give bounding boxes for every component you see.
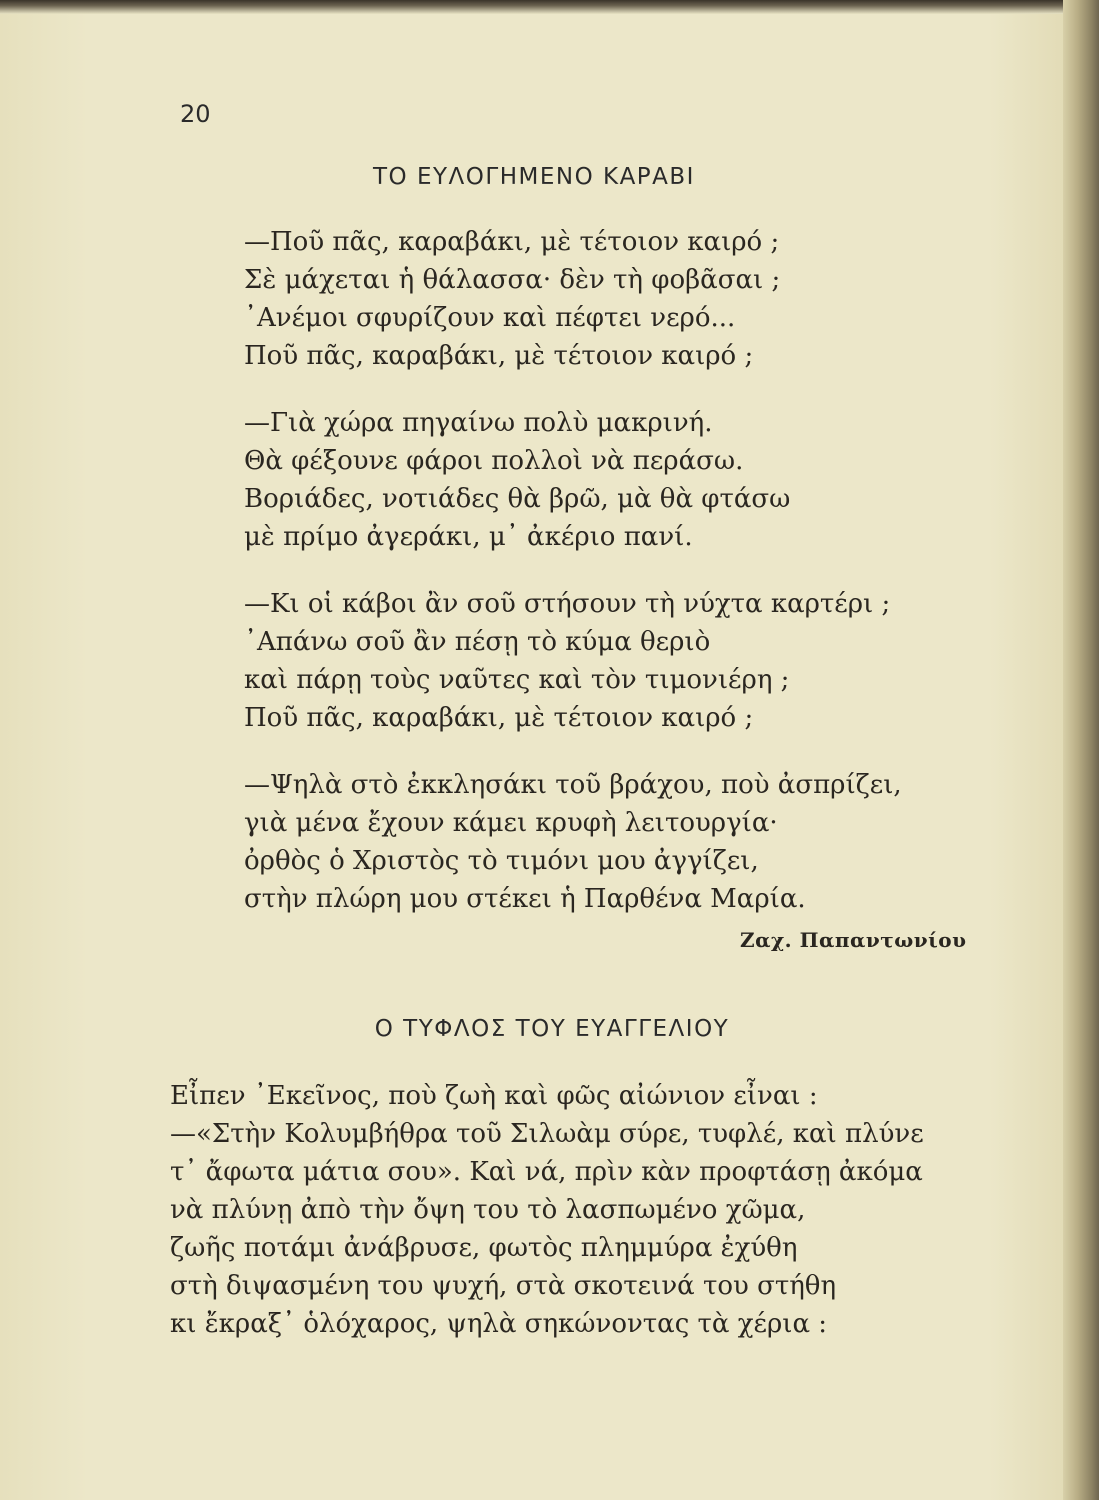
poem1-line: —Κι οἱ κάβοι ἂν σοῦ στήσουν τὴ νύχτα καρτέρι ; bbox=[244, 589, 891, 619]
poem1-line: Ποῦ πᾶς, καραβάκι, μὲ τέτοιον καιρό ; bbox=[244, 341, 754, 371]
poem1-title: ΤΟ ΕΥΛΟΓΗΜΕΝΟ ΚΑΡΑΒΙ bbox=[373, 164, 695, 190]
poem1-line: καὶ πάρῃ τοὺς ναῦτες καὶ τὸν τιμονιέρη ; bbox=[244, 665, 790, 695]
poem2-line: ζωῆς ποτάμι ἀνάβρυσε, φωτὸς πλημμύρα ἐχύθη bbox=[170, 1233, 798, 1263]
poem2-line: τ᾿ ἄφωτα μάτια σου». Καὶ νά, πρὶν κὰν προφτάσῃ ἀκόμα bbox=[170, 1157, 923, 1187]
poem1-line: Σὲ μάχεται ἡ θάλασσα· δὲν τὴ φοβᾶσαι ; bbox=[244, 265, 781, 295]
poem2-line: νὰ πλύνῃ ἀπὸ τὴν ὄψη του τὸ λασπωμένο χῶμα, bbox=[170, 1195, 806, 1225]
poem1-line: —Ποῦ πᾶς, καραβάκι, μὲ τέτοιον καιρό ; bbox=[244, 227, 780, 257]
poem2-line: κι ἔκραξ᾿ ὁλόχαρος, ψηλὰ σηκώνοντας τὰ χέρια : bbox=[170, 1309, 828, 1339]
poem1-line: γιὰ μένα ἔχουν κάμει κρυφὴ λειτουργία· bbox=[244, 808, 778, 838]
poem1-line: Βοριάδες, νοτιάδες θὰ βρῶ, μὰ θὰ φτάσω bbox=[244, 484, 791, 514]
page-top-edge bbox=[0, 0, 1099, 14]
poem1-line: ᾿Απάνω σοῦ ἂν πέσῃ τὸ κύμα θεριὸ bbox=[244, 627, 711, 657]
poem2-line: —«Στὴν Κολυμβήθρα τοῦ Σιλωὰμ σύρε, τυφλέ, καὶ πλύνε bbox=[170, 1119, 924, 1149]
poem1-line: —Γιὰ χώρα πηγαίνω πολὺ μακρινή. bbox=[244, 408, 713, 438]
poem2-title: Ο ΤΥΦΛΟΣ ΤΟΥ ΕΥΑΓΓΕΛΙΟΥ bbox=[374, 1016, 730, 1042]
poem1-author: Ζαχ. Παπαντωνίου bbox=[740, 928, 967, 952]
poem2-line: Εἶπεν ᾿Εκεῖνος, ποὺ ζωὴ καὶ φῶς αἰώνιον εἶναι : bbox=[170, 1081, 818, 1111]
poem1-line: ὀρθὸς ὁ Χριστὸς τὸ τιμόνι μου ἀγγίζει, bbox=[244, 846, 759, 876]
poem1-line: στὴν πλώρη μου στέκει ἡ Παρθένα Μαρία. bbox=[244, 884, 806, 914]
poem1-line: μὲ πρίμο ἀγεράκι, μ᾿ ἀκέριο πανί. bbox=[244, 522, 693, 552]
poem1-line: ᾿Ανέμοι σφυρίζουν καὶ πέφτει νερό... bbox=[244, 303, 736, 333]
book-spine-edge bbox=[1063, 0, 1099, 1500]
poem2-line: στὴ διψασμένη του ψυχή, στὰ σκοτεινά του στήθη bbox=[170, 1271, 837, 1301]
poem1-line: —Ψηλὰ στὸ ἐκκλησάκι τοῦ βράχου, ποὺ ἀσπρίζει, bbox=[244, 770, 902, 800]
poem1-line: Ποῦ πᾶς, καραβάκι, μὲ τέτοιον καιρό ; bbox=[244, 703, 754, 733]
poem1-line: Θὰ φέξουνε φάροι πολλοὶ νὰ περάσω. bbox=[244, 446, 744, 476]
page-number: 20 bbox=[180, 100, 211, 128]
